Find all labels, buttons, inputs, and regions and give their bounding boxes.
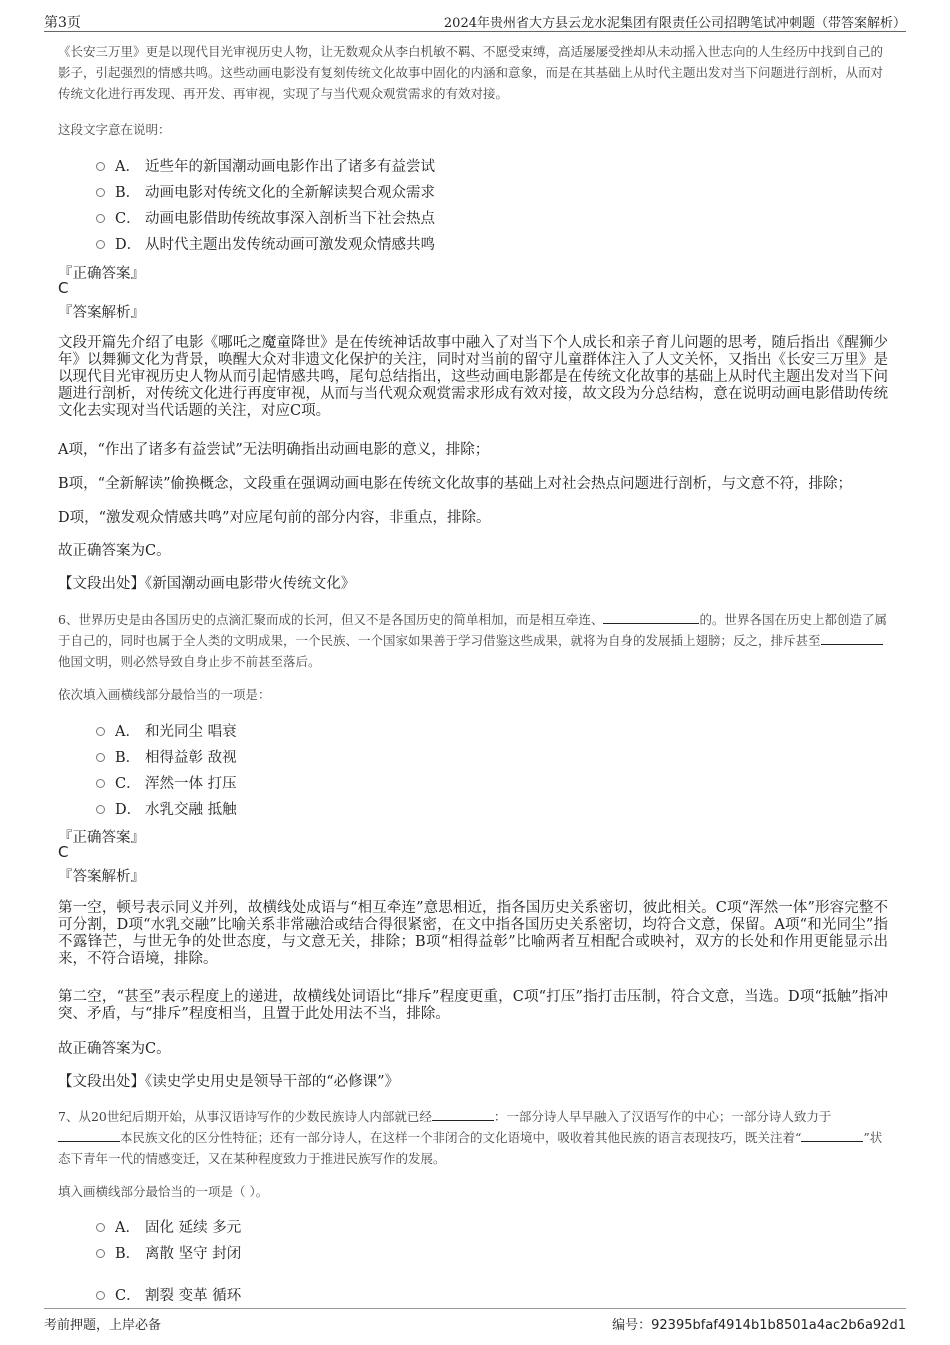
q5-analysis-label: 『答案解析』 — [58, 305, 145, 321]
q7-option-b[interactable]: B． 离散 坚守 封闭 — [96, 1242, 241, 1263]
q5-option-a[interactable]: A． 近些年的新国潮动画电影作出了诸多有益尝试 — [96, 155, 435, 176]
q7-option-c[interactable]: C． 割裂 变革 循环 — [96, 1284, 241, 1305]
q6-blank-1 — [603, 611, 699, 624]
q6-analysis-first-blank: 第一空，顿号表示同义并列，故横线处成语与“相互牵连”意思相近，指各国历史关系密切，彼此相关。C项“浑然一体”形容完整不可分割，D项“水乳交融”比喻关系非常融洽或结合得很紧密，在文中指各国历史关系密切，均符合文意，保留。A项“和光同尘”指不露锋芒，与世无争的处世态度，与文意无关，排除；B项“相得益彰”比喻两者互相配合或映衬，双方的长处和作用更能显示出来，不符合语境，排除。 — [58, 900, 888, 967]
q5-analysis-d: D项，“激发观众情感共鸣”对应尾句前的部分内容，非重点，排除。 — [58, 510, 491, 526]
q6-source: 【文段出处】《读史学史用史是领导干部的“必修课”》 — [58, 1074, 400, 1090]
radio-icon[interactable] — [96, 805, 105, 814]
radio-icon[interactable] — [96, 727, 105, 736]
radio-icon[interactable] — [96, 240, 105, 249]
radio-icon[interactable] — [96, 1223, 105, 1232]
q5-analysis-b: B项，“全新解读”偷换概念，文段重在强调动画电影在传统文化故事的基础上对社会热点问题进行剖析，与文意不符，排除； — [58, 476, 852, 492]
q6-option-d[interactable]: D． 水乳交融 抵触 — [96, 798, 237, 819]
radio-icon[interactable] — [96, 188, 105, 197]
radio-icon[interactable] — [96, 1291, 105, 1300]
q7-blank-3 — [801, 1129, 863, 1142]
document-title: 2024年贵州省大方县云龙水泥集团有限责任公司招聘笔试冲刺题（带答案解析） — [443, 16, 906, 31]
q6-prompt: 依次填入画横线部分最恰当的一项是： — [58, 687, 271, 702]
q7-option-a[interactable]: A． 固化 延续 多元 — [96, 1216, 241, 1237]
q5-option-c[interactable]: C． 动画电影借助传统故事深入剖析当下社会热点 — [96, 207, 435, 228]
q5-answer-label: 『正确答案』 — [58, 266, 145, 282]
q5-option-d[interactable]: D． 从时代主题出发传统动画可激发观众情感共鸣 — [96, 233, 435, 254]
page-number: 第3页 — [44, 15, 81, 31]
q6-answer: C — [58, 843, 69, 861]
q5-analysis-a: A项，“作出了诸多有益尝试”无法明确指出动画电影的意义，排除； — [58, 442, 490, 458]
q5-analysis-main: 文段开篇先介绍了电影《哪吒之魔童降世》是在传统神话故事中融入了对当下个人成长和亲子育儿问题的思考，随后指出《醒狮少年》以舞狮文化为背景，唤醒大众对非遗文化保护的关注，同时对当前的留守儿童群体注入了人文关怀，又指出《长安三万里》是以现代目光审视历史人物从而引起情感共鸣，尾句总结指出，这些动画电影都是在传统文化故事的基础上从时代主题出发对当下问题进行剖析，对传统文化进行再度审视，从而与当代观众观赏需求形成有效对接，故文段为分总结构，意在说明动画电影借助传统文化去实现对当代话题的关注，对应C项。 — [58, 335, 888, 419]
radio-icon[interactable] — [96, 214, 105, 223]
q7-prompt: 填入画横线部分最恰当的一项是（ ）。 — [58, 1184, 269, 1199]
footer-divider — [44, 1308, 906, 1309]
q7-blank-2 — [58, 1129, 120, 1142]
q6-analysis-second-blank: 第二空，“甚至”表示程度上的递进，故横线处词语比“排斥”程度更重，C项“打压”指打击压制，符合文意，当选。D项“抵触”指冲突、矛盾，与“排斥”程度相当，且置于此处用法不当，排除。 — [58, 989, 888, 1022]
q7-stem: 7、从20世纪后期开始，从事汉语诗写作的少数民族诗人内部就已经 ：一部分诗人早早融入了汉语写作的中心；一部分诗人致力于本民族文化的区分性特征；还有一部分诗人，在这样一个非闭合的文化语境中，吸收着其他民族的语言表现技巧，既关注着“ ”状态下青年一代的情感变迁，又在某种程度致力于推进民族写作的发展。 — [58, 1109, 883, 1166]
radio-icon[interactable] — [96, 753, 105, 762]
q5-passage: 《长安三万里》更是以现代目光审视历史人物，让无数观众从李白机敏不羁、不愿受束缚，高适屡屡受挫却从未动摇入世志向的人生经历中找到自己的影子，引起强烈的情感共鸣。这些动画电影没有复刻传统文化故事中固化的内涵和意象，而是在其基础上从时代主题出发对当下问题进行剖析，从而对传统文化进行再发现、再开发、再审视，实现了与当代观众观赏需求的有效对接。 — [58, 44, 884, 101]
q6-option-c[interactable]: C． 浑然一体 打压 — [96, 772, 237, 793]
q5-prompt: 这段文字意在说明： — [58, 122, 171, 137]
q6-option-b[interactable]: B． 相得益彰 敌视 — [96, 746, 237, 767]
q5-analysis-conclusion: 故正确答案为C。 — [58, 543, 171, 559]
header-divider — [44, 31, 906, 32]
footer-slogan: 考前押题，上岸必备 — [44, 1318, 162, 1333]
q5-source: 【文段出处】《新国潮动画电影带火传统文化》 — [58, 576, 356, 592]
q6-option-a[interactable]: A． 和光同尘 唱衰 — [96, 720, 237, 741]
q6-stem: 6、世界历史是由各国历史的点滴汇聚而成的长河，但又不是各国历史的简单相加，而是相互牵连、 的。世界各国在历史上都创造了属于自己的，同时也属于全人类的文明成果，一个民族、一个国家如果善于学习借鉴这些成果，就将为自身的发展插上翅膀；反之，排斥甚至他国文明，则必然导致自身止步不前甚至落后。 — [58, 612, 887, 669]
radio-icon[interactable] — [96, 779, 105, 788]
q6-analysis-label: 『答案解析』 — [58, 869, 145, 885]
q5-option-b[interactable]: B． 动画电影对传统文化的全新解读契合观众需求 — [96, 181, 435, 202]
q6-analysis-conclusion: 故正确答案为C。 — [58, 1041, 171, 1057]
document-code: 编号：92395bfaf4914b1b8501a4ac2b6a92d1 — [612, 1318, 906, 1333]
q5-answer: C — [58, 279, 69, 297]
radio-icon[interactable] — [96, 1249, 105, 1258]
q6-blank-2 — [821, 632, 883, 645]
q7-blank-1 — [432, 1108, 494, 1121]
radio-icon[interactable] — [96, 162, 105, 171]
q6-answer-label: 『正确答案』 — [58, 830, 145, 846]
